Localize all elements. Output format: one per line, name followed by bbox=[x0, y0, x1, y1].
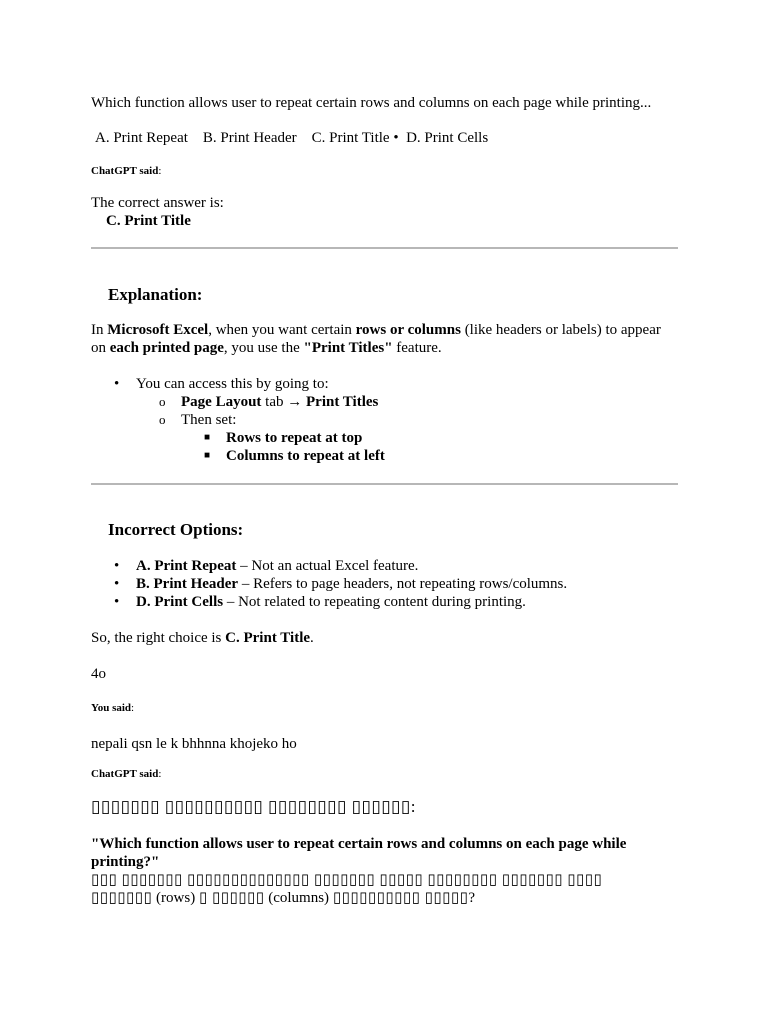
list-item: • D. Print Cells – Not related to repeating content during printing. bbox=[114, 594, 526, 610]
question-text: Which function allows user to repeat certain rows and columns on each page while printing... bbox=[91, 95, 652, 111]
list-item: • B. Print Header – Refers to page headers, not repeating rows/columns. bbox=[114, 576, 568, 592]
model-label: 4o bbox=[91, 666, 106, 682]
explanation-heading: Explanation: bbox=[108, 285, 203, 304]
nepali-translation-line-1: ▯▯▯ ▯▯▯▯▯▯▯ ▯▯▯▯▯▯▯▯▯▯▯▯▯▯ ▯▯▯▯▯▯▯ ▯▯▯▯▯ ▯▯▯▯▯▯▯▯ ▯▯▯▯▯▯▯ ▯▯▯▯ bbox=[91, 872, 603, 888]
bullet-icon: • bbox=[114, 558, 120, 574]
option-d: D. Print Cells bbox=[406, 130, 489, 146]
square-bullet-icon: ■ bbox=[204, 450, 211, 461]
list-item: • A. Print Repeat – Not an actual Excel feature. bbox=[114, 558, 419, 574]
divider bbox=[91, 247, 678, 249]
option-b: B. Print Header bbox=[202, 130, 297, 146]
answer-intro: The correct answer is: bbox=[91, 195, 224, 211]
options-line bbox=[95, 129, 685, 147]
then-set-step: o Then set: bbox=[159, 412, 237, 428]
page-layout-step: o Page Layout tab → Print Titles bbox=[159, 394, 379, 410]
circle-bullet-icon: o bbox=[159, 394, 166, 409]
incorrect-heading: Incorrect Options: bbox=[108, 520, 244, 539]
access-bullet: • You can access this by going to: bbox=[114, 376, 329, 392]
quoted-question: "Which function allows user to repeat certain rows and columns on each page while printing?" bbox=[91, 836, 627, 870]
divider bbox=[91, 483, 678, 485]
nepali-translation-line-2: ▯▯▯▯▯▯▯ (rows) ▯ ▯▯▯▯▯▯ (columns) ▯▯▯▯▯▯▯▯▯▯ ▯▯▯▯▯? bbox=[91, 890, 476, 906]
square-bullet-icon: ■ bbox=[204, 432, 211, 443]
speaker-label: You said: bbox=[91, 702, 135, 714]
speaker-label: ChatGPT said: bbox=[91, 768, 162, 780]
bullet-icon: • bbox=[114, 576, 120, 592]
incorrect-list bbox=[114, 557, 726, 611]
explanation-paragraph: In Microsoft Excel, when you want certain rows or columns (like headers or labels) to appear on each printed page, you use the "Print Titles" feature. bbox=[91, 322, 661, 356]
bullet-icon: • bbox=[114, 594, 120, 610]
bullet-icon: • bbox=[114, 376, 120, 392]
speaker-label: ChatGPT said: bbox=[91, 165, 162, 177]
answer-value: C. Print Title bbox=[106, 213, 191, 229]
rows-option: ■ Rows to repeat at top bbox=[204, 430, 363, 446]
option-c: C. Print Title • bbox=[311, 130, 399, 146]
circle-bullet-icon: o bbox=[159, 412, 166, 427]
user-message: nepali qsn le k bhhnna khojeko ho bbox=[91, 736, 297, 752]
columns-option: ■ Columns to repeat at left bbox=[204, 448, 385, 464]
nepali-heading: ▯▯▯▯▯▯▯ ▯▯▯▯▯▯▯▯▯▯ ▯▯▯▯▯▯▯▯ ▯▯▯▯▯▯: bbox=[91, 797, 416, 816]
option-a: A. Print Repeat bbox=[95, 130, 188, 146]
conclusion: So, the right choice is C. Print Title. bbox=[91, 630, 314, 646]
